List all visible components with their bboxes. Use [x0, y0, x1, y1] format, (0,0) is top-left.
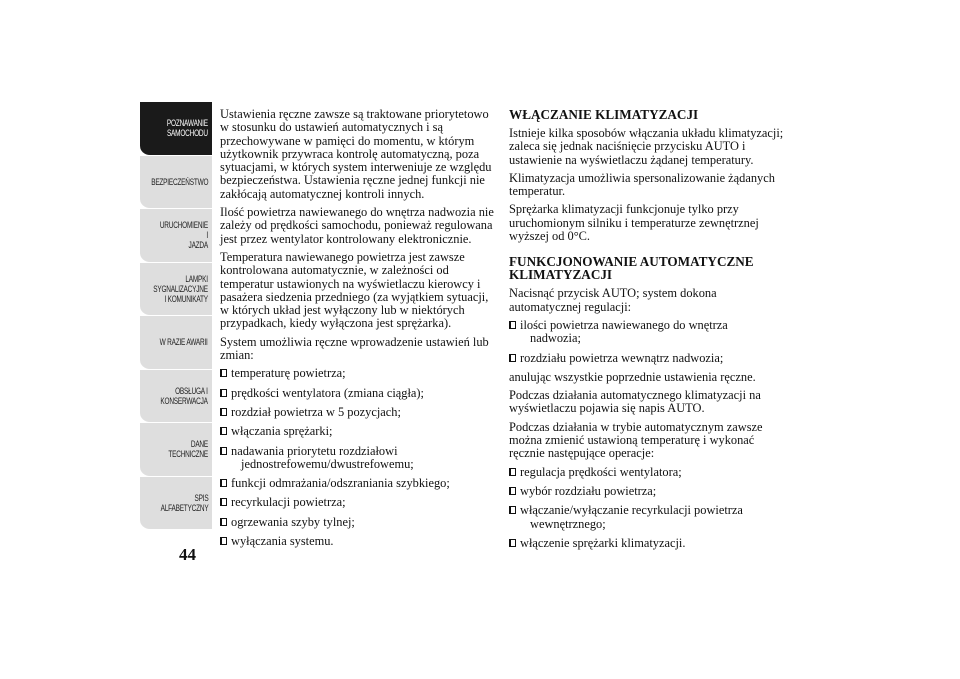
- checkbox-bullet-icon: [220, 447, 227, 455]
- list-item-text-continued: nadwozia;: [530, 331, 581, 346]
- tab-label: SPIS ALFABETYCZNY: [160, 492, 208, 513]
- chapter-tabs: [140, 102, 212, 530]
- list-item-text: temperaturę powietrza;: [231, 366, 346, 381]
- paragraph: Istnieje kilka sposobów włączania układu klimatyzacji; zaleca się jednak naciśnięcie przycisku AUTO i ustawienie na wyświetlaczu żądanej temperatury.: [509, 126, 784, 167]
- paragraph: Klimatyzacja umożliwia spersonalizowanie żądanych temperatur.: [509, 170, 775, 199]
- tab-label: URUCHOMIENIE I JAZDA: [159, 220, 208, 251]
- list-item-text: recyrkulacji powietrza;: [231, 495, 346, 510]
- section-heading: WŁĄCZANIE KLIMATYZACJI: [509, 107, 699, 122]
- tab-label: W RAZIE AWARII: [160, 337, 208, 348]
- list-item-text: włączenie sprężarki klimatyzacji.: [520, 535, 686, 550]
- tab-label: OBSŁUGA I KONSERWACJA: [160, 385, 208, 406]
- tab-spis-alfabetyczny[interactable]: [140, 477, 212, 531]
- list-item: [509, 466, 789, 479]
- list-item-text: włączania sprężarki;: [231, 424, 333, 439]
- checkbox-bullet-icon: [220, 389, 227, 397]
- tab-bezpieczenstwo[interactable]: [140, 156, 212, 210]
- checkbox-bullet-icon: [509, 506, 516, 514]
- checkbox-bullet-icon: [509, 487, 516, 495]
- left-column: [220, 108, 498, 554]
- list-item-text: włączanie/wyłączanie recyrkulacji powietrza: [520, 503, 743, 518]
- list-item-text-continued: wewnętrznego;: [530, 516, 606, 531]
- list-item: [220, 367, 498, 380]
- list-item: [220, 406, 498, 419]
- paragraph: System umożliwia ręczne wprowadzenie ustawień lub zmian:: [220, 334, 489, 363]
- tab-label: LAMPKI SYGNALIZACYJNE I KOMUNIKATY: [153, 273, 208, 304]
- list-item: [220, 445, 498, 472]
- tab-uruchomienie-i-jazda[interactable]: [140, 209, 212, 263]
- list-item-text: ilości powietrza nawiewanego do wnętrza: [520, 317, 728, 332]
- list-item: [509, 319, 789, 346]
- section-heading: FUNKCJONOWANIE AUTOMATYCZNE KLIMATYZACJI: [509, 254, 754, 283]
- paragraph: Nacisnąć przycisk AUTO; system dokona automatycznej regulacji:: [509, 286, 717, 314]
- page-number: 44: [179, 545, 196, 564]
- list-item: [220, 387, 498, 400]
- checkbox-bullet-icon: [220, 408, 227, 416]
- tab-label: DANE TECHNICZNE: [168, 439, 208, 460]
- paragraph: anulując wszystkie poprzednie ustawienia ręczne.: [509, 369, 756, 384]
- list-item-text: rozdział powietrza w 5 pozycjach;: [231, 404, 401, 419]
- tab-w-razie-awarii[interactable]: [140, 316, 212, 370]
- list-item: [509, 504, 789, 531]
- checkbox-bullet-icon: [220, 537, 227, 545]
- list-item-text: rozdziału powietrza wewnątrz nadwozia;: [520, 350, 724, 365]
- checkbox-bullet-icon: [220, 427, 227, 435]
- checkbox-bullet-icon: [509, 354, 516, 362]
- checkbox-bullet-icon: [509, 321, 516, 329]
- list-item: [220, 425, 498, 438]
- paragraph: Temperatura nawiewanego powietrza jest zawsze kontrolowana automatycznie, w zależności od temperatur ustawionych na wyświetlaczu kierowcy i pasażera siedzenia przedniego (za wyjątkiem sytuacji, w których układ jest wyłączony lub w niektórych przypadkach, kiedy wyłączona jest sprężarka).: [220, 249, 489, 331]
- checkbox-bullet-icon: [509, 539, 516, 547]
- list-item-text: ogrzewania szyby tylnej;: [231, 514, 355, 529]
- paragraph: Sprężarka klimatyzacji funkcjonuje tylko przy uruchomionym silniku i temperaturze zewnętrznej wyższej od 0°C.: [509, 202, 759, 244]
- tab-label: BEZPIECZEŃSTWO: [150, 176, 208, 187]
- paragraph: Ilość powietrza nawiewanego do wnętrza nadwozia nie zależy od prędkości samochodu, ponieważ regulowana jest przez wentylator kontrolowany elektronicznie.: [220, 205, 494, 246]
- list-item: [509, 352, 789, 365]
- list-item: [509, 537, 789, 550]
- checkbox-bullet-icon: [509, 468, 516, 476]
- tab-label: POZNAWANIE SAMOCHODU: [167, 118, 208, 139]
- checkbox-bullet-icon: [220, 369, 227, 377]
- list-item: [220, 516, 498, 529]
- checkbox-bullet-icon: [220, 498, 227, 506]
- list-item: [220, 496, 498, 509]
- tab-poznawanie-samochodu[interactable]: [140, 102, 212, 156]
- list-item-text: nadawania priorytetu rozdziałowi: [231, 443, 398, 458]
- list-item: [220, 535, 498, 548]
- paragraph: Ustawienia ręczne zawsze są traktowane priorytetowo w stosunku do ustawień automatycznych i są przechowywane w pamięci do momentu, w którym użytkownik przywraca kontrolę automatyczną, poza sytuacjami, w których system interweniuje ze względu bezpieczeństwa. Ustawienia ręczne jednej funkcji nie zakłócają automatycznej kontroli innych.: [220, 107, 492, 201]
- list-item-text: wybór rozdziału powietrza;: [520, 483, 657, 498]
- list-item-text: funkcji odmrażania/odszraniania szybkiego;: [231, 476, 450, 491]
- list-item-text-continued: jednostrefowemu/dwustrefowemu;: [241, 456, 414, 471]
- tab-dane-techniczne[interactable]: [140, 423, 212, 477]
- tab-obsluga-i-konserwacja[interactable]: [140, 370, 212, 424]
- list-item-text: regulacja prędkości wentylatora;: [520, 464, 682, 479]
- paragraph: Podczas działania automatycznego klimatyzacji na wyświetlaczu pojawia się napis AUTO.: [509, 388, 761, 416]
- list-item: [509, 485, 789, 498]
- tab-lampki-sygnalizacyjne[interactable]: [140, 263, 212, 317]
- checkbox-bullet-icon: [220, 518, 227, 526]
- list-item: [220, 477, 498, 490]
- checkbox-bullet-icon: [220, 479, 227, 487]
- list-item-text: prędkości wentylatora (zmiana ciągła);: [231, 385, 424, 400]
- right-column: [509, 108, 789, 556]
- list-item-text: wyłączania systemu.: [231, 534, 334, 549]
- paragraph: Podczas działania w trybie automatycznym zawsze można zmienić ustawioną temperaturę i wykonać ręcznie następujące operacje:: [509, 419, 763, 461]
